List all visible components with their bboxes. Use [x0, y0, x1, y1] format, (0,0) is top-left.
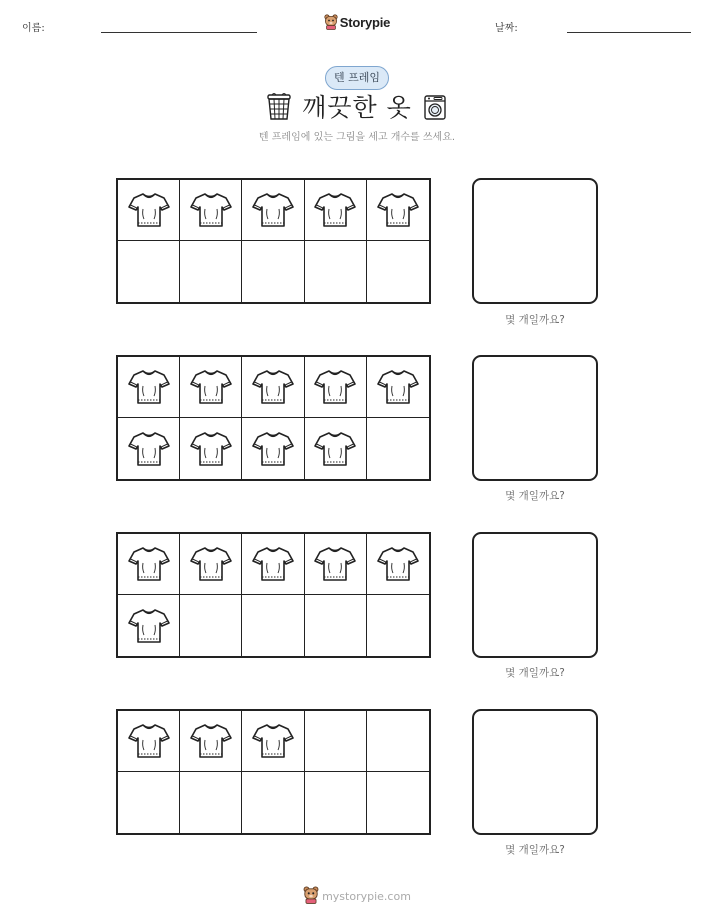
answer-prompt: 몇 개일까요? — [505, 844, 565, 856]
ten-frame-cell-empty — [305, 772, 367, 833]
ten-frame-cell-filled — [118, 534, 180, 595]
page-title: 깨끗한 옷 — [302, 93, 412, 122]
answer-prompt: 몇 개일까요? — [505, 490, 565, 502]
washing-machine-icon — [420, 92, 450, 122]
ten-frame-cell-empty — [118, 772, 180, 833]
ten-frame-cell-filled — [367, 534, 429, 595]
ten-frame-cell-filled — [242, 357, 304, 418]
ten-frame-cell-filled — [118, 418, 180, 479]
ten-frame-cell-filled — [180, 534, 242, 595]
ten-frame-cell-empty — [305, 711, 367, 772]
name-field[interactable] — [101, 32, 257, 33]
ten-frame-cell-empty — [305, 241, 367, 302]
ten-frame-cell-filled — [118, 180, 180, 241]
ten-frame-cell-empty — [367, 241, 429, 302]
t-shirt-icon — [127, 719, 171, 763]
t-shirt-icon — [127, 427, 171, 471]
date-field[interactable] — [567, 32, 691, 33]
answer-prompt: 몇 개일까요? — [505, 667, 565, 679]
answer-box[interactable] — [472, 709, 598, 835]
ten-frame-cell-empty — [180, 595, 242, 656]
ten-frame-cell-filled — [118, 595, 180, 656]
ten-frame-cell-empty — [242, 241, 304, 302]
t-shirt-icon — [189, 542, 233, 586]
t-shirt-icon — [376, 188, 420, 232]
footer — [0, 886, 714, 904]
ten-frame-cell-filled — [180, 711, 242, 772]
t-shirt-icon — [127, 188, 171, 232]
ten-frame — [116, 355, 431, 481]
t-shirt-icon — [313, 365, 357, 409]
topic-badge: 텐 프레임 — [325, 66, 389, 90]
ten-frame-cell-empty — [242, 772, 304, 833]
ten-frame-cell-empty — [180, 241, 242, 302]
ten-frame-cell-filled — [367, 357, 429, 418]
t-shirt-icon — [189, 188, 233, 232]
t-shirt-icon — [313, 427, 357, 471]
ten-frame-cell-empty — [305, 595, 367, 656]
brand-name: Storypie — [339, 15, 391, 30]
name-label: 이름: — [22, 23, 45, 34]
t-shirt-icon — [189, 719, 233, 763]
t-shirt-icon — [251, 427, 295, 471]
instructions: 텐 프레임에 있는 그림을 세고 개수를 쓰세요. — [258, 132, 456, 143]
t-shirt-icon — [376, 542, 420, 586]
ten-frame-cell-empty — [367, 711, 429, 772]
ten-frame-cell-empty — [367, 418, 429, 479]
ten-frame-cell-empty — [367, 595, 429, 656]
t-shirt-icon — [251, 188, 295, 232]
t-shirt-icon — [376, 365, 420, 409]
t-shirt-icon — [251, 542, 295, 586]
ten-frame-cell-filled — [305, 418, 367, 479]
t-shirt-icon — [313, 188, 357, 232]
ten-frame-cell-empty — [367, 772, 429, 833]
ten-frame-cell-filled — [180, 180, 242, 241]
ten-frame — [116, 709, 431, 835]
ten-frame-cell-filled — [305, 534, 367, 595]
ten-frame-cell-filled — [242, 711, 304, 772]
t-shirt-icon — [251, 719, 295, 763]
ten-frame-cell-filled — [367, 180, 429, 241]
ten-frame — [116, 178, 431, 304]
ten-frame-cell-empty — [118, 241, 180, 302]
footer-link[interactable]: mystorypie.com — [322, 890, 411, 903]
ten-frame-cell-filled — [242, 418, 304, 479]
t-shirt-icon — [127, 365, 171, 409]
t-shirt-icon — [189, 365, 233, 409]
ten-frame-cell-filled — [305, 357, 367, 418]
ten-frame-cell-filled — [305, 180, 367, 241]
t-shirt-icon — [127, 542, 171, 586]
ten-frame-cell-empty — [242, 595, 304, 656]
ten-frame-cell-empty — [180, 772, 242, 833]
brand-logo — [0, 14, 714, 30]
t-shirt-icon — [251, 365, 295, 409]
ten-frame — [116, 532, 431, 658]
ten-frame-cell-filled — [180, 357, 242, 418]
ten-frame-cell-filled — [118, 357, 180, 418]
t-shirt-icon — [127, 604, 171, 648]
bear-logo-icon — [324, 14, 338, 30]
answer-box[interactable] — [472, 178, 598, 304]
answer-box[interactable] — [472, 355, 598, 481]
bear-logo-icon — [303, 886, 319, 904]
t-shirt-icon — [189, 427, 233, 471]
ten-frame-cell-filled — [242, 534, 304, 595]
ten-frame-cell-filled — [118, 711, 180, 772]
t-shirt-icon — [313, 542, 357, 586]
ten-frame-cell-filled — [242, 180, 304, 241]
answer-prompt: 몇 개일까요? — [505, 314, 565, 326]
answer-box[interactable] — [472, 532, 598, 658]
date-label: 날짜: — [495, 23, 518, 34]
ten-frame-cell-filled — [180, 418, 242, 479]
